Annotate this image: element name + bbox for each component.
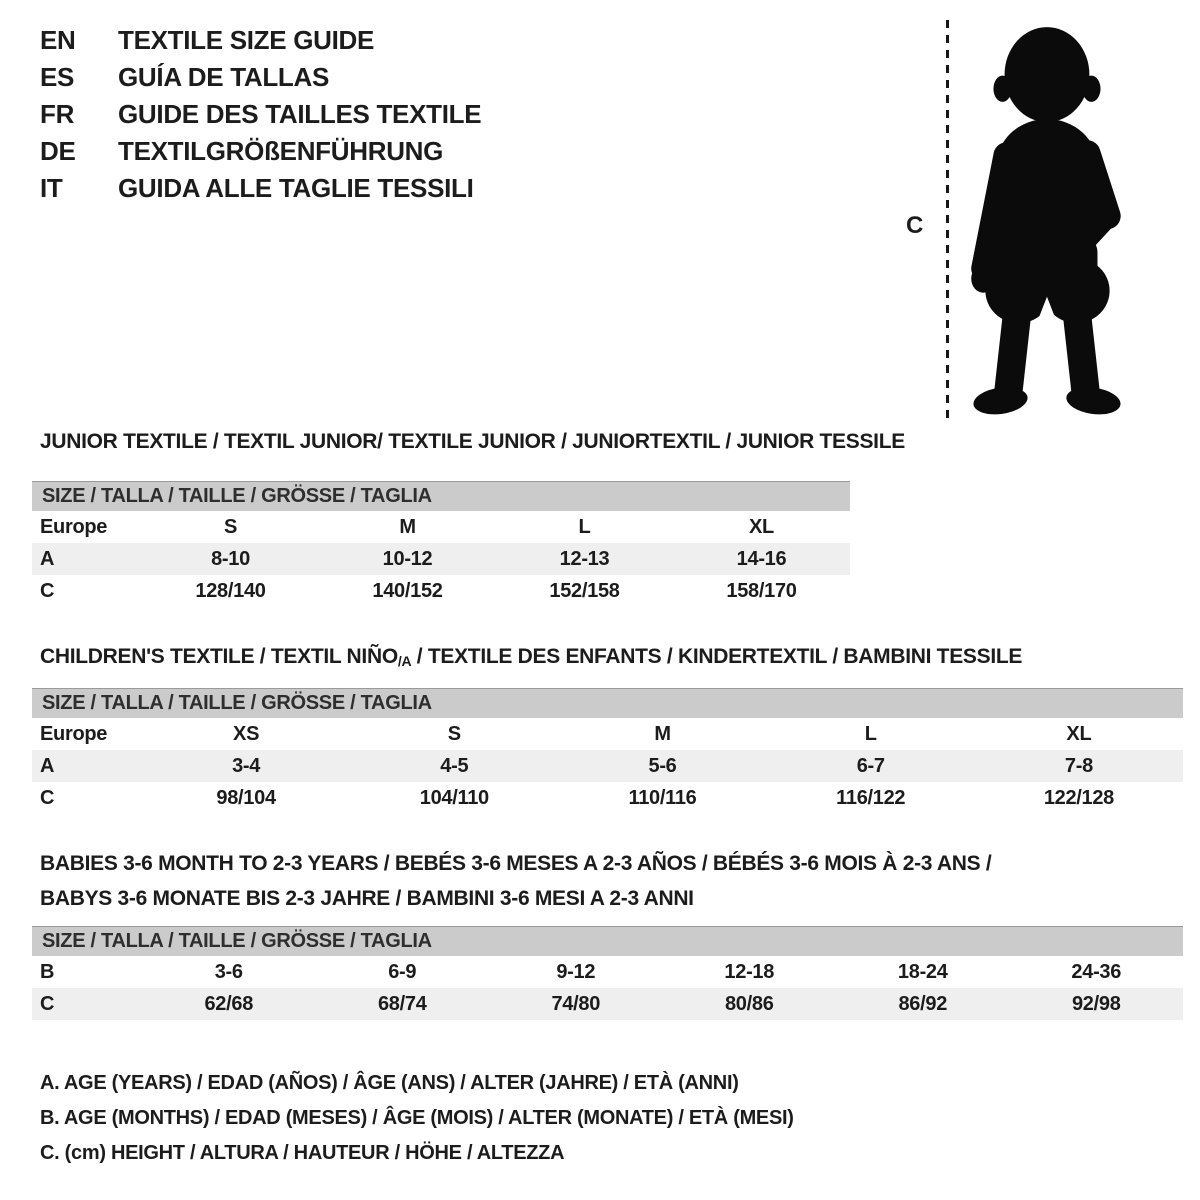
value-cell: 8-10	[211, 547, 250, 570]
row-label: A	[40, 754, 55, 777]
row-label: Europe	[40, 722, 108, 745]
junior-size-table	[32, 481, 850, 607]
height-dashed-line	[946, 20, 949, 418]
size-col: L	[578, 515, 591, 538]
children-title-suffix: / TEXTILE DES ENFANTS / KINDERTEXTIL / BAMBINI TESSILE	[411, 645, 1023, 668]
value-cell: 122/128	[1043, 786, 1115, 809]
table-header-row	[32, 718, 1183, 750]
value-cell: 110/116	[628, 786, 697, 809]
height-row	[32, 988, 1183, 1020]
junior-section-title: JUNIOR TEXTILE / TEXTIL JUNIOR/ TEXTILE JUNIOR / JUNIORTEXTIL / JUNIOR TESSILE	[40, 430, 905, 453]
row-label: A	[40, 547, 55, 570]
value-cell: 80/86	[724, 992, 774, 1015]
row-label: Europe	[40, 515, 108, 538]
value-cell: 3-6	[214, 960, 243, 983]
value-cell: 5-6	[648, 754, 677, 777]
size-col: L	[864, 722, 877, 745]
height-row	[32, 575, 850, 607]
age-row	[32, 543, 850, 575]
lang-title: GUÍA DE TALLAS	[118, 62, 330, 92]
lang-row-fr	[40, 96, 481, 133]
lang-title: GUIDA ALLE TAGLIE TESSILI	[118, 173, 474, 203]
value-cell: 18-24	[897, 960, 948, 983]
value-cell: 86/92	[898, 992, 948, 1015]
legend-age-years: A. AGE (YEARS) / EDAD (AÑOS) / ÂGE (ANS) / ALTER (JAHRE) / ETÀ (ANNI)	[40, 1072, 739, 1094]
value-cell: 152/158	[549, 579, 620, 602]
legend-height-cm: C. (cm) HEIGHT / ALTURA / HAUTEUR / HÖHE / ALTEZZA	[40, 1142, 565, 1164]
value-cell: 24-36	[1071, 960, 1122, 983]
lang-code: FR	[40, 99, 75, 129]
legend-age-months: B. AGE (MONTHS) / EDAD (MESES) / ÂGE (MOIS) / ALTER (MONATE) / ETÀ (MESI)	[40, 1107, 794, 1129]
age-months-row	[32, 956, 1183, 988]
children-title-prefix: CHILDREN'S TEXTILE / TEXTIL NIÑO	[40, 645, 398, 668]
lang-row-en	[40, 22, 481, 59]
value-cell: 116/122	[836, 786, 906, 809]
legend	[40, 1066, 794, 1171]
size-col: XL	[1066, 722, 1092, 745]
value-cell: 12-13	[559, 547, 610, 570]
value-cell: 12-18	[724, 960, 775, 983]
size-header-bar: SIZE / TALLA / TAILLE / GRÖSSE / TAGLIA	[32, 688, 1183, 718]
babies-title-line1: BABIES 3-6 MONTH TO 2-3 YEARS / BEBÉS 3-6 MESES A 2-3 AÑOS / BÉBÉS 3-6 MOIS À 2-3 ANS /	[40, 852, 992, 875]
size-header-bar: SIZE / TALLA / TAILLE / GRÖSSE / TAGLIA	[32, 481, 850, 511]
babies-size-table	[32, 926, 1183, 1020]
value-cell: 98/104	[216, 786, 276, 809]
value-cell: 104/110	[419, 786, 489, 809]
size-col: S	[447, 722, 461, 745]
value-cell: 140/152	[372, 579, 443, 602]
lang-code: IT	[40, 173, 63, 203]
table-header-row	[32, 511, 850, 543]
height-row	[32, 782, 1183, 814]
toddler-silhouette-icon	[958, 14, 1140, 418]
value-cell: 9-12	[556, 960, 596, 983]
size-col: XS	[233, 722, 260, 745]
value-cell: 6-9	[388, 960, 417, 983]
children-section-title	[40, 645, 1022, 669]
lang-code: ES	[40, 62, 75, 92]
babies-title-line2: BABYS 3-6 MONATE BIS 2-3 JAHRE / BAMBINI 3-6 MESI A 2-3 ANNI	[40, 887, 694, 910]
height-measure-label: C	[906, 212, 924, 239]
row-label: C	[40, 992, 55, 1015]
size-header-bar: SIZE / TALLA / TAILLE / GRÖSSE / TAGLIA	[32, 926, 1183, 956]
value-cell: 14-16	[736, 547, 787, 570]
value-cell: 4-5	[440, 754, 469, 777]
size-col: S	[223, 515, 238, 538]
lang-code: EN	[40, 25, 76, 55]
size-col: M	[654, 722, 671, 745]
value-cell: 68/74	[377, 992, 427, 1015]
lang-title: TEXTILGRÖßENFÜHRUNG	[118, 136, 444, 166]
row-label: C	[40, 579, 55, 602]
lang-row-de	[40, 133, 481, 170]
children-size-table	[32, 688, 1183, 814]
size-col: XL	[749, 515, 774, 538]
lang-title: TEXTILE SIZE GUIDE	[118, 25, 375, 55]
value-cell: 3-4	[232, 754, 261, 777]
lang-title: GUIDE DES TAILLES TEXTILE	[118, 99, 482, 129]
row-label: C	[40, 786, 55, 809]
age-row	[32, 750, 1183, 782]
value-cell: 62/68	[204, 992, 254, 1015]
value-cell: 128/140	[195, 579, 266, 602]
value-cell: 92/98	[1071, 992, 1121, 1015]
value-cell: 7-8	[1064, 754, 1093, 777]
row-label: B	[40, 960, 55, 983]
babies-section-title	[40, 846, 991, 916]
lang-row-it	[40, 170, 481, 207]
lang-code: DE	[40, 136, 76, 166]
value-cell: 74/80	[551, 992, 601, 1015]
value-cell: 10-12	[382, 547, 433, 570]
value-cell: 158/170	[726, 579, 797, 602]
lang-row-es	[40, 59, 481, 96]
children-title-sub: /A	[397, 653, 412, 669]
language-header	[40, 22, 481, 207]
value-cell: 6-7	[856, 754, 885, 777]
size-col: M	[399, 515, 416, 538]
